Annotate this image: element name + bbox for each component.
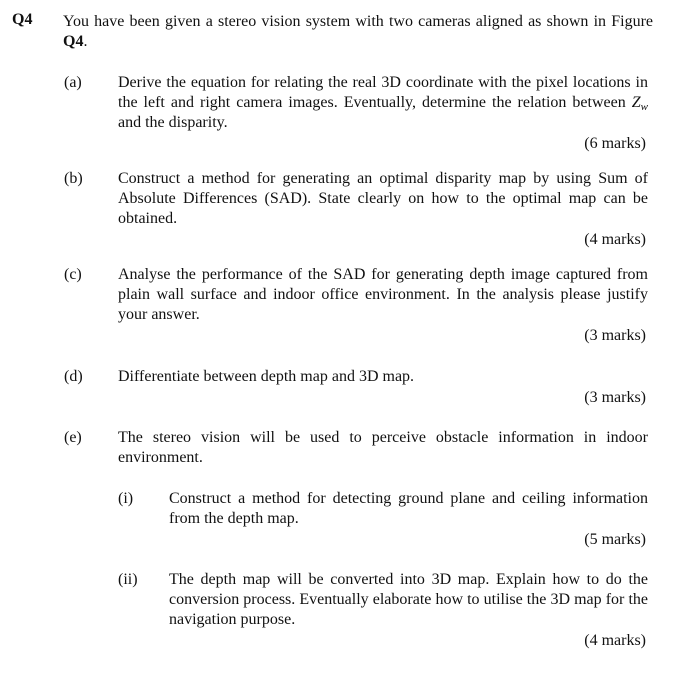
part-b-text: Construct a method for generating an optimal disparity map by using Sum of Absolute Differences (SAD). State clearly on how to the optimal map can be obtained.	[118, 170, 648, 227]
part-a-text-after: and the disparity.	[118, 114, 228, 131]
question-intro	[63, 12, 653, 52]
part-d-marks: (3 marks)	[584, 389, 646, 406]
part-d-label: (d)	[64, 368, 83, 385]
question-intro-text: You have been given a stereo vision system with two cameras aligned as shown in Figure	[63, 13, 653, 30]
part-d-text: Differentiate between depth map and 3D map.	[118, 368, 415, 385]
part-e-i-marks: (5 marks)	[584, 531, 646, 548]
part-a-marks: (6 marks)	[584, 135, 646, 152]
part-b-label: (b)	[64, 170, 83, 187]
part-c-label: (c)	[64, 266, 82, 283]
part-b-marks: (4 marks)	[584, 231, 646, 248]
question-number: Q4	[12, 11, 33, 28]
part-e-ii-text: The depth map will be converted into 3D map. Explain how to do the conversion process. Eventually elaborate how to utilise the 3D map for the navigation purpose.	[169, 571, 648, 628]
part-a-text-before: Derive the equation for relating the real 3D coordinate with the pixel locations in the left and right camera images. Eventually, determine the relation between	[118, 74, 648, 111]
part-c-marks: (3 marks)	[584, 327, 646, 344]
part-e-text: The stereo vision will be used to perceive obstacle information in indoor environment.	[118, 429, 648, 466]
z-w-subscript: w	[640, 101, 648, 113]
figure-reference: Q4	[63, 33, 84, 50]
part-e-label: (e)	[64, 429, 82, 446]
part-e-i-text: Construct a method for detecting ground plane and ceiling information from the depth map.	[169, 490, 648, 527]
question-intro-end: .	[83, 33, 88, 50]
part-e-ii-marks: (4 marks)	[584, 632, 646, 649]
part-a-label: (a)	[64, 74, 82, 91]
part-e-ii-label: (ii)	[118, 571, 138, 588]
z-w-symbol: $Z_w$	[631, 94, 648, 113]
part-a-text	[118, 73, 648, 133]
part-e-i-label: (i)	[118, 490, 134, 507]
part-c-text: Analyse the performance of the SAD for generating depth image captured from plain wall surface and indoor office environment. In the analysis please justify your answer.	[118, 266, 648, 323]
